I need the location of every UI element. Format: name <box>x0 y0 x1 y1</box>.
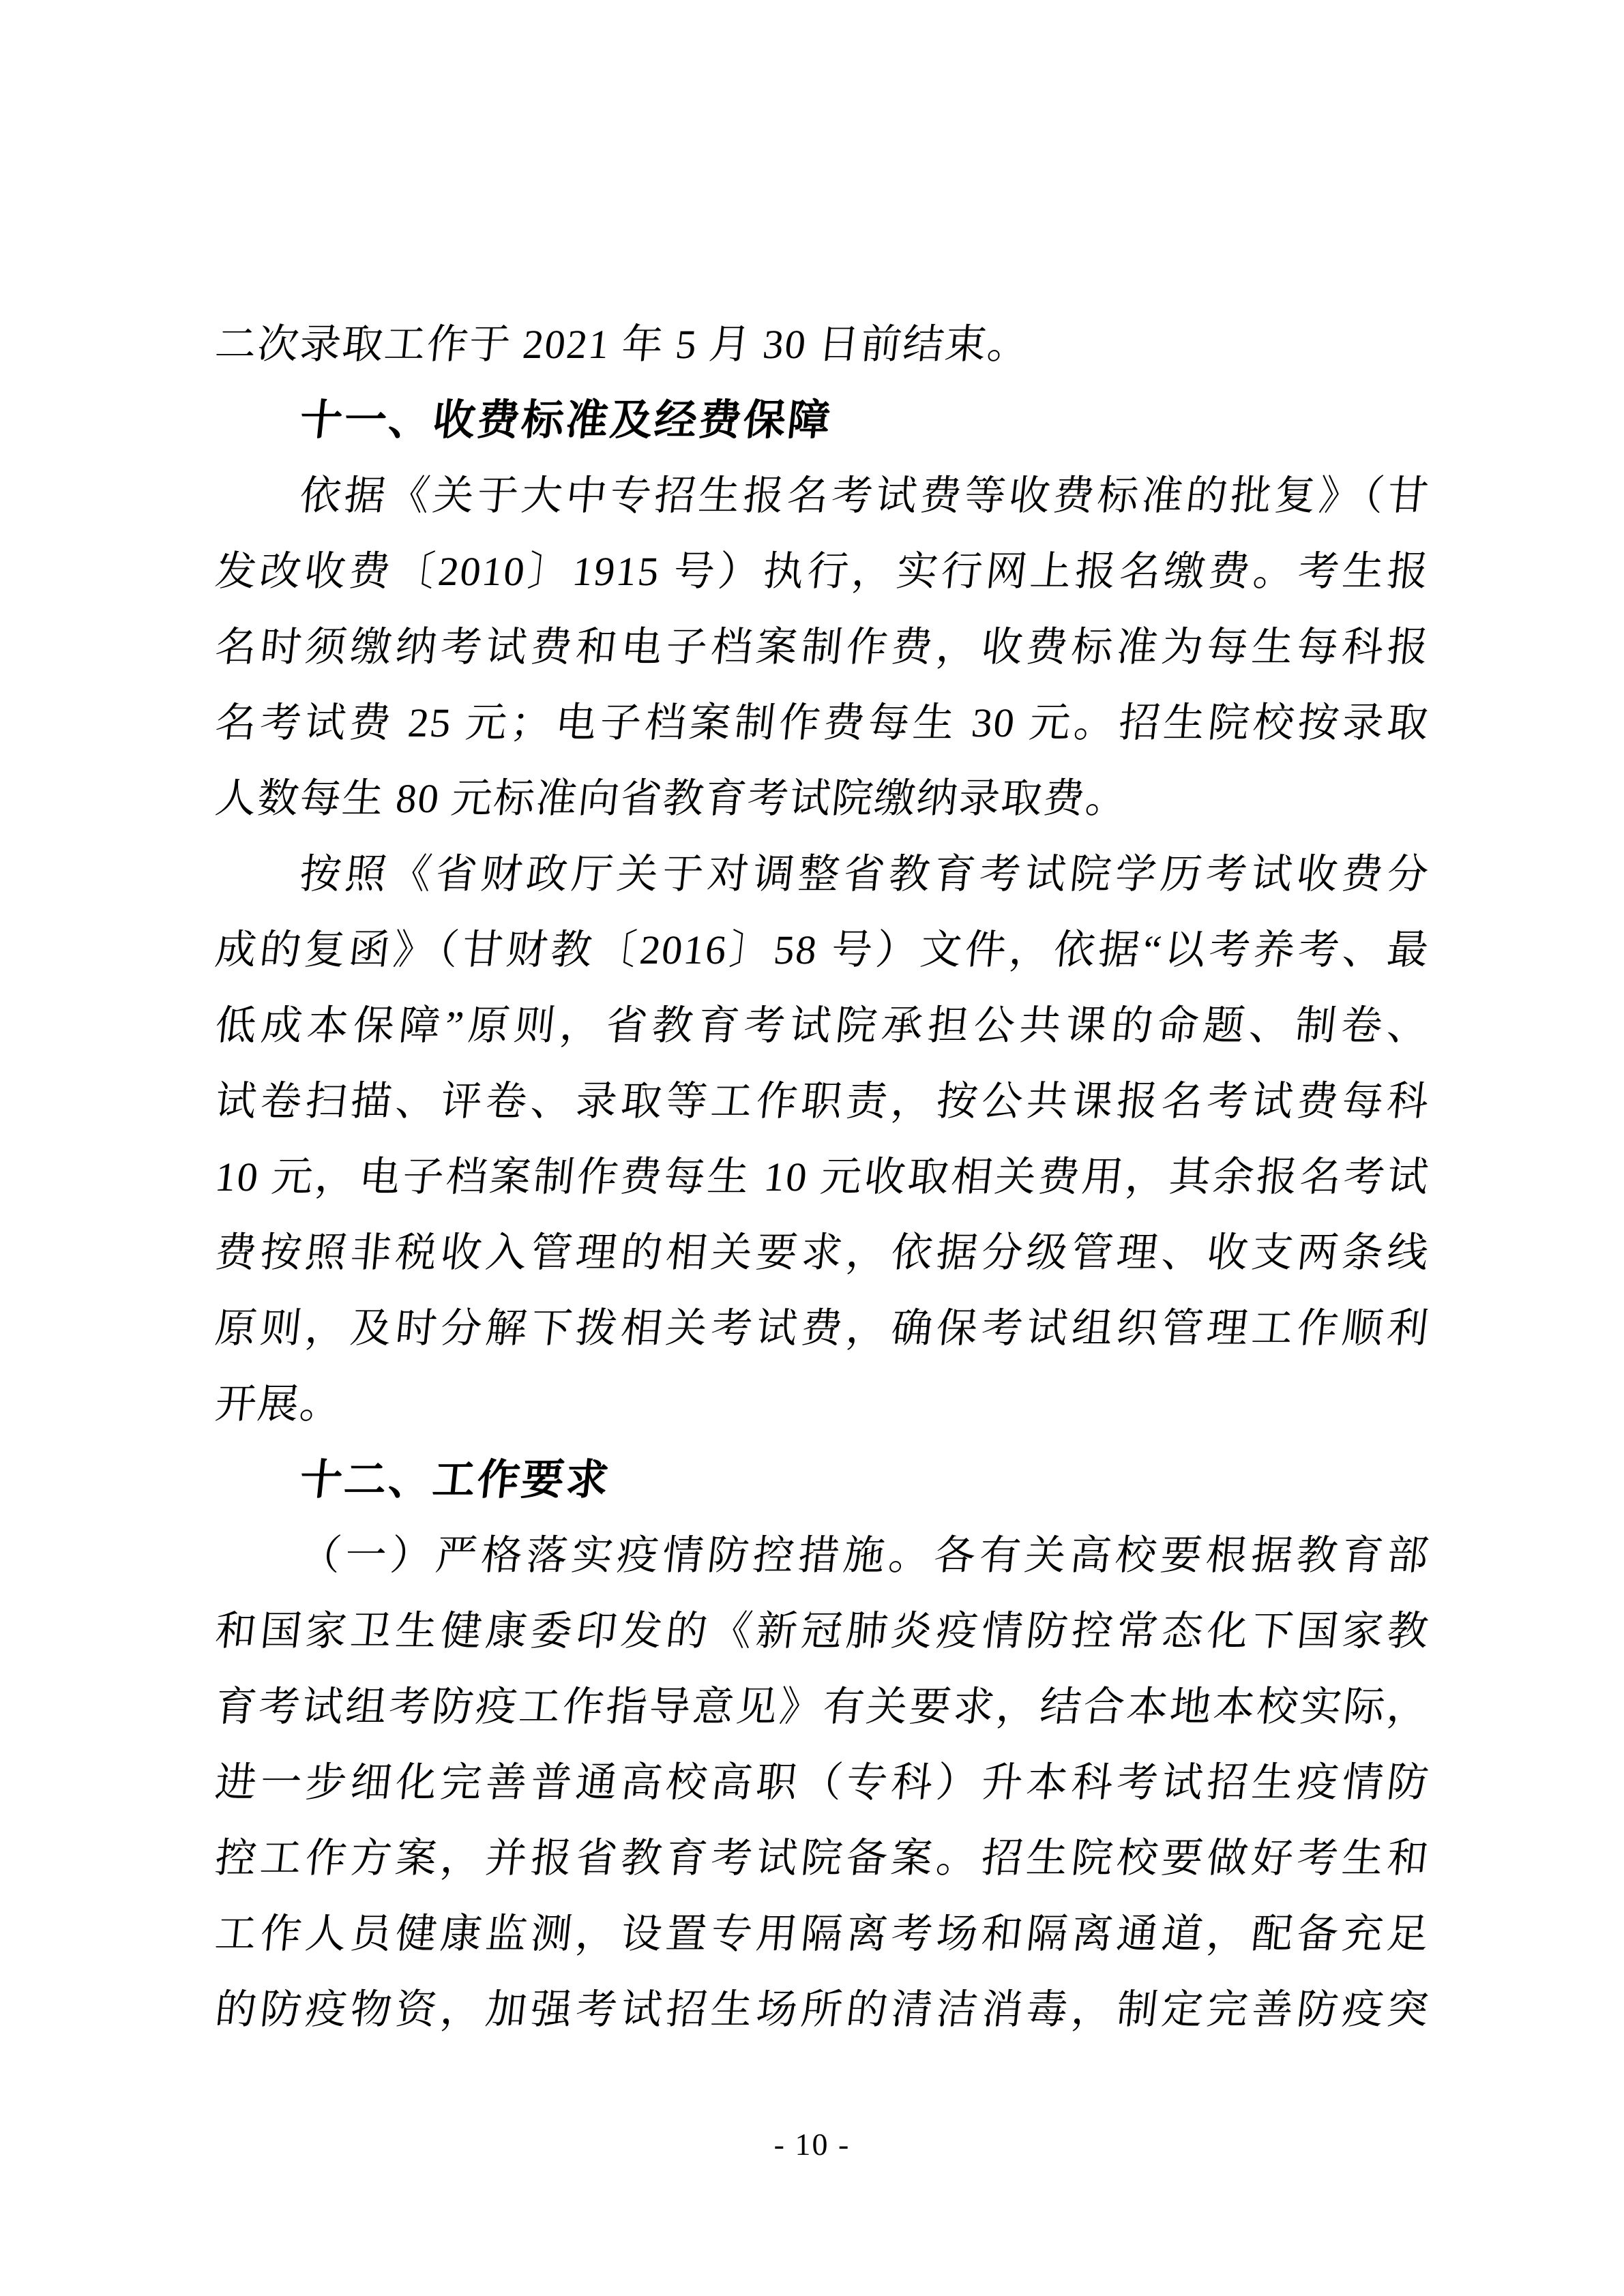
text-line: 按照《省财政厅关于对调整省教育考试院学历考试收费分 <box>297 852 1432 897</box>
text-line: 进一步细化完善普通高校高职（专科）升本科考试招生疫情防 <box>213 1760 1432 1805</box>
text-line: 名时须缴纳考试费和电子档案制作费，收费标准为每生每科报 <box>213 625 1432 670</box>
text-line: 发改收费〔2010〕1915 号）执行，实行网上报名缴费。考生报 <box>213 549 1432 594</box>
text-line: 和国家卫生健康委印发的《新冠肺炎疫情防控常态化下国家教 <box>213 1609 1432 1654</box>
page-number: - 10 - <box>773 2127 851 2162</box>
text-line: 低成本保障”原则，省教育考试院承担公共课的命题、制卷、 <box>213 1003 1432 1048</box>
text-line: 费按照非税收入管理的相关要求，依据分级管理、收支两条线 <box>213 1230 1432 1275</box>
text-line: 二次录取工作于 2021 年 5 月 30 日前结束。 <box>213 322 1033 367</box>
text-line: 成的复函》（甘财教〔2016〕58 号）文件，依据“以考养考、最 <box>213 927 1432 972</box>
text-line: 依据《关于大中专招生报名考试费等收费标准的批复》（甘 <box>297 473 1432 518</box>
text-line: 10 元，电子档案制作费每生 10 元收取相关费用，其余报名考试 <box>213 1154 1432 1199</box>
text-line: 原则，及时分解下拨相关考试费，确保考试组织管理工作顺利 <box>213 1306 1432 1351</box>
document-body <box>211 307 1432 2048</box>
section-heading: 十一、收费标准及经费保障 <box>297 397 835 444</box>
text-line: 开展。 <box>213 1382 345 1427</box>
text-line: 育考试组考防疫工作指导意见》有关要求，结合本地本校实际， <box>213 1684 1432 1729</box>
text-line: 的防疫物资，加强考试招生场所的清洁消毒，制定完善防疫突 <box>213 1987 1432 2032</box>
page-footer <box>0 2126 1624 2162</box>
text-line: 名考试费 25 元；电子档案制作费每生 30 元。招生院校按录取 <box>213 700 1432 745</box>
text-line: 工作人员健康监测，设置专用隔离考场和隔离通道，配备充足 <box>213 1911 1432 1956</box>
text-line: 控工作方案，并报省教育考试院备案。招生院校要做好考生和 <box>213 1836 1432 1881</box>
section-heading: 十二、工作要求 <box>297 1457 613 1504</box>
text-line: （一）严格落实疫情防控措施。各有关高校要根据教育部 <box>297 1533 1432 1578</box>
text-line: 人数每生 80 元标准向省教育考试院缴纳录取费。 <box>213 776 1131 821</box>
text-line: 试卷扫描、评卷、录取等工作职责，按公共课报名考试费每科 <box>213 1079 1432 1124</box>
